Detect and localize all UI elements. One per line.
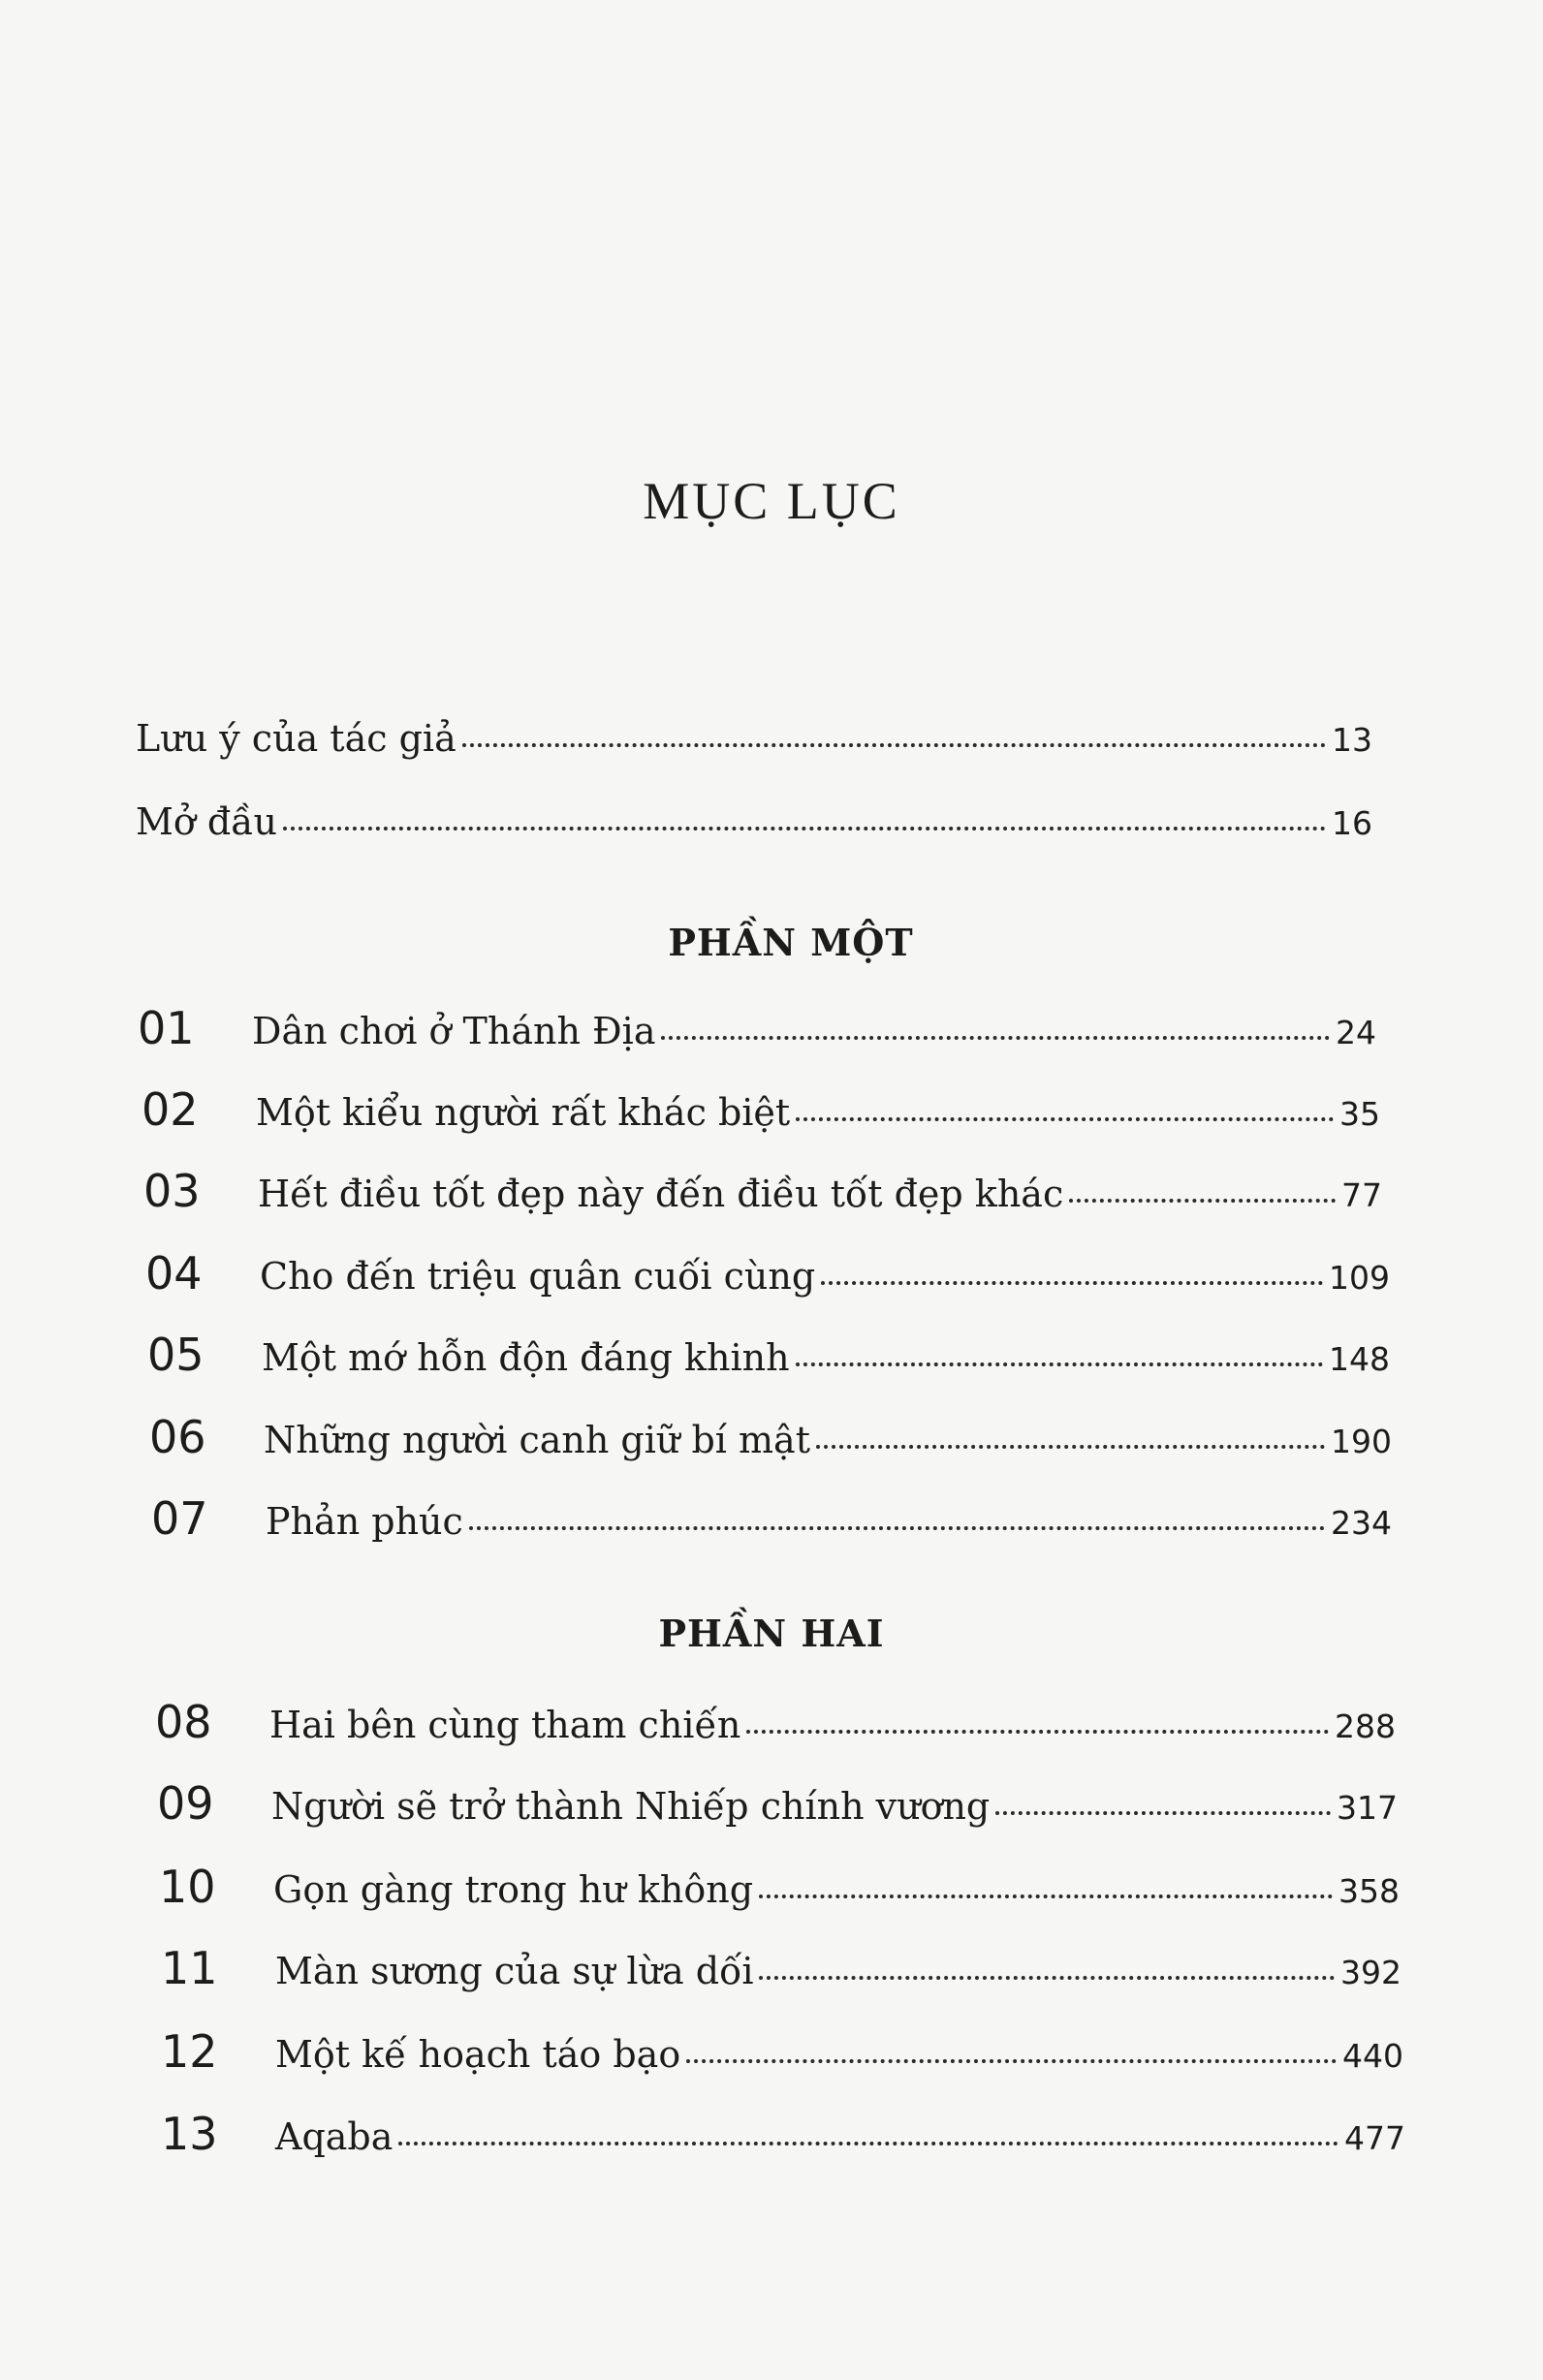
dot-leader (469, 1526, 1325, 1530)
dot-leader (661, 1036, 1330, 1040)
toc-entry-chapter-11 (161, 1942, 1401, 2000)
toc-entry-chapter-13 (161, 2108, 1405, 2166)
toc-entry-chapter-04 (145, 1247, 1390, 1305)
entry-title: Người sẽ trở thành Nhiếp chính vương (271, 1785, 991, 1828)
dot-leader (816, 1445, 1325, 1449)
chapter-number: 11 (161, 1942, 218, 1994)
toc-entry-chapter-09 (157, 1777, 1398, 1835)
dot-leader (686, 2059, 1337, 2063)
chapter-number: 05 (147, 1329, 205, 1381)
chapter-number: 06 (149, 1411, 206, 1463)
chapter-number: 08 (155, 1696, 212, 1748)
entry-title: Màn sương của sự lừa dối (275, 1950, 754, 1992)
entry-page-number: 16 (1332, 804, 1372, 842)
chapter-number: 13 (161, 2108, 218, 2160)
dot-leader (796, 1362, 1323, 1366)
entry-page-number: 13 (1332, 721, 1372, 759)
dot-leader (462, 743, 1326, 747)
entry-page-number: 24 (1336, 1014, 1376, 1051)
entry-page-number: 234 (1331, 1504, 1392, 1542)
dot-leader (759, 1976, 1335, 1980)
toc-entry-prologue (136, 800, 1372, 859)
part-one-heading: PHẦN MỘT (668, 921, 914, 964)
dot-leader (746, 1730, 1329, 1734)
toc-entry-chapter-12 (161, 2025, 1403, 2083)
entry-title: Mở đầu (136, 800, 277, 843)
dot-leader (796, 1117, 1334, 1121)
toc-entry-authors-note (136, 717, 1372, 775)
chapter-number: 09 (157, 1777, 214, 1830)
entry-page-number: 477 (1344, 2119, 1405, 2157)
part-two-heading: PHẦN HAI (658, 1612, 885, 1655)
entry-page-number: 109 (1329, 1259, 1390, 1297)
entry-title: Một mớ hỗn độn đáng khinh (262, 1336, 790, 1379)
dot-leader (759, 1895, 1333, 1898)
chapter-number: 02 (142, 1083, 199, 1136)
entry-page-number: 190 (1331, 1423, 1392, 1460)
entry-title: Aqaba (275, 2115, 394, 2158)
entry-title: Cho đến triệu quân cuối cùng (260, 1255, 816, 1298)
chapter-number: 04 (145, 1247, 203, 1300)
entry-title: Hai bên cùng tham chiến (269, 1704, 741, 1746)
entry-page-number: 358 (1338, 1872, 1400, 1910)
toc-entry-chapter-03 (143, 1165, 1382, 1223)
chapter-number: 03 (143, 1165, 201, 1217)
dot-leader (995, 1811, 1331, 1815)
toc-entry-chapter-10 (159, 1861, 1400, 1919)
chapter-number: 01 (138, 1002, 195, 1054)
entry-page-number: 317 (1337, 1789, 1398, 1827)
toc-entry-chapter-07 (151, 1492, 1392, 1550)
dot-leader (398, 2142, 1338, 2145)
chapter-number: 10 (159, 1861, 216, 1913)
entry-title: Một kế hoạch táo bạo (275, 2033, 681, 2076)
entry-title: Phản phúc (266, 1500, 463, 1543)
entry-title: Một kiểu người rất khác biệt (256, 1091, 791, 1134)
chapter-number: 07 (151, 1492, 208, 1545)
entry-title: Lưu ý của tác giả (136, 717, 457, 760)
entry-title: Hết điều tốt đẹp này đến điều tốt đẹp khác (258, 1173, 1064, 1215)
entry-title: Dân chơi ở Thánh Địa (252, 1010, 656, 1052)
entry-page-number: 440 (1342, 2037, 1403, 2075)
entry-title: Gọn gàng trong hư không (273, 1868, 754, 1911)
entry-title: Những người canh giữ bí mật (264, 1419, 810, 1461)
toc-entry-chapter-08 (155, 1696, 1396, 1754)
toc-entry-chapter-01 (138, 1002, 1376, 1060)
toc-heading: MỤC LỤC (643, 472, 900, 530)
toc-entry-chapter-06 (149, 1411, 1392, 1469)
dot-leader (283, 827, 1326, 830)
toc-entry-chapter-02 (142, 1083, 1380, 1142)
dot-leader (821, 1281, 1323, 1285)
entry-page-number: 288 (1335, 1707, 1396, 1745)
entry-page-number: 35 (1339, 1095, 1380, 1133)
dot-leader (1069, 1199, 1336, 1203)
entry-page-number: 392 (1340, 1954, 1401, 1991)
entry-page-number: 77 (1341, 1176, 1382, 1214)
toc-entry-chapter-05 (147, 1329, 1390, 1387)
entry-page-number: 148 (1329, 1340, 1390, 1378)
chapter-number: 12 (161, 2025, 218, 2078)
